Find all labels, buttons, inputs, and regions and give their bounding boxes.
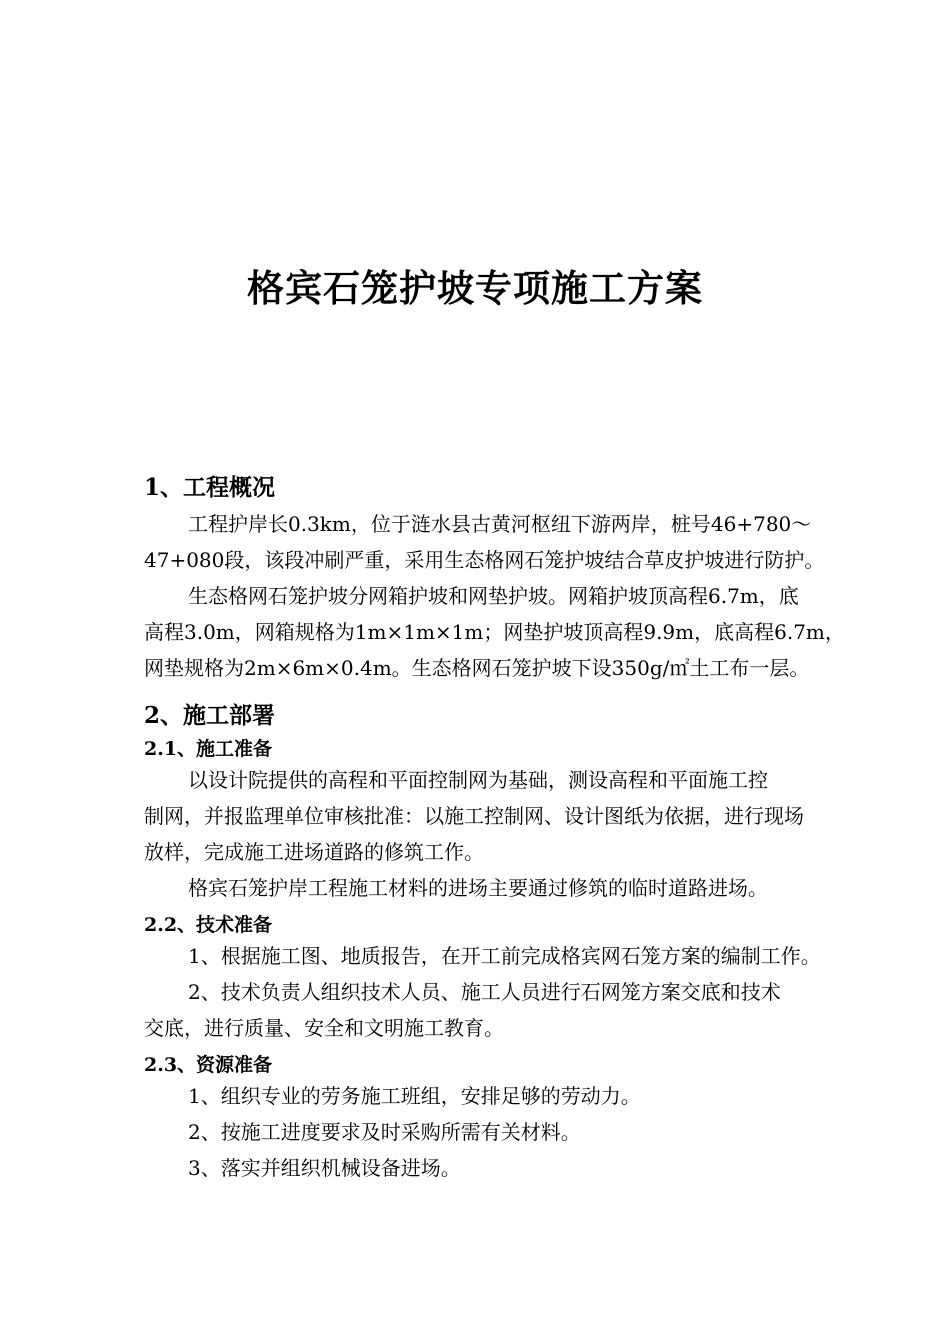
text-line: 3、落实并组织机械设备进场。: [188, 1156, 461, 1180]
subsection-heading-construction-prep: 2.1、施工准备: [144, 738, 273, 760]
paragraph-construction-prep-1: [144, 762, 864, 870]
document-body: [144, 470, 864, 1186]
text-line: 放样，完成施工进场道路的修筑工作。: [144, 840, 484, 864]
paragraph-technical-prep-1: [144, 938, 864, 974]
section-heading-overview: 1、工程概况: [144, 474, 276, 501]
text-line: 网垫规格为2m×6m×0.4m。生态格网石笼护坡下设350g/㎡土工布一层。: [144, 656, 810, 680]
paragraph-overview-2: [144, 578, 864, 686]
text-line: 工程护岸长0.3km，位于涟水县古黄河枢纽下游两岸，桩号46+780～: [188, 512, 812, 536]
text-line: 47+080段，该段冲刷严重，采用生态格网石笼护坡结合草皮护坡进行防护。: [144, 548, 825, 572]
text-line: 2、按施工进度要求及时采购所需有关材料。: [188, 1120, 581, 1144]
text-line: 生态格网石笼护坡分网箱护坡和网垫护坡。网箱护坡顶高程6.7m，底: [188, 584, 799, 608]
text-line: 1、根据施工图、地质报告，在开工前完成格宾网石笼方案的编制工作。: [188, 944, 821, 968]
section-heading-deployment: 2、施工部署: [144, 702, 276, 729]
subsection-heading-resource-prep: 2.3、资源准备: [144, 1054, 273, 1076]
text-line: 高程3.0m，网箱规格为1m×1m×1m；网垫护坡顶高程9.9m，底高程6.7m，: [144, 620, 845, 644]
text-line: 2、技术负责人组织技术人员、施工人员进行石网笼方案交底和技术: [188, 980, 781, 1004]
list-item-resource-1: [144, 1078, 864, 1114]
text-line: 格宾石笼护岸工程施工材料的进场主要通过修筑的临时道路进场。: [188, 876, 768, 900]
list-item-resource-2: [144, 1114, 864, 1150]
text-line: 以设计院提供的高程和平面控制网为基础，测设高程和平面施工控: [188, 768, 768, 792]
text-line: 1、组织专业的劳务施工班组，安排足够的劳动力。: [188, 1084, 641, 1108]
text-line: 制网，并报监理单位审核批准：以施工控制网、设计图纸为依据，进行现场: [144, 804, 804, 828]
text-line: 交底，进行质量、安全和文明施工教育。: [144, 1016, 504, 1040]
paragraph-construction-prep-2: [144, 870, 864, 906]
paragraph-overview-1: [144, 506, 864, 578]
list-item-resource-3: [144, 1150, 864, 1186]
document-title: 格宾石笼护坡专项施工方案: [247, 266, 703, 310]
paragraph-technical-prep-2: [144, 974, 864, 1046]
subsection-heading-technical-prep: 2.2、技术准备: [144, 914, 273, 936]
